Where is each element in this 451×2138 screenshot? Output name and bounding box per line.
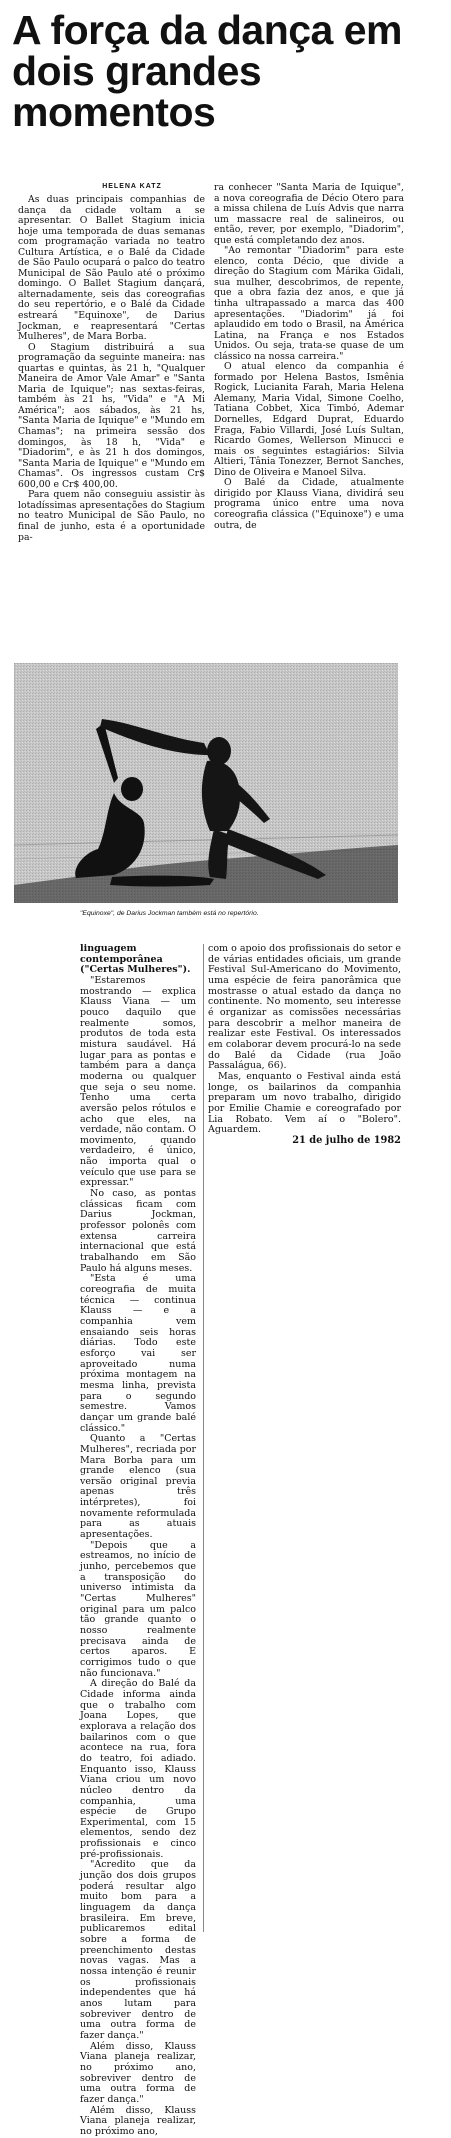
paragraph: "Estaremos mostrando — explica Klauss Viana — um pouco daquilo que realmente somos, produtos de toda esta mistura saudável. Há lugar para as pontas e também para a dança moderna ou qualquer que seja o seu nome. Tenho uma certa aversão pelos rótulos e acho que eles, na verdade, não contam. O movimento, quando verdadeiro, é único, não importa qual o veículo que use para se expressar." bbox=[80, 974, 196, 1189]
paragraph: Mas, enquanto o Festival ainda está longe, os bailarinos da companhia preparam um novo trabalho, dirigido por Emilie Chamie e coreografado por Lia Robato. Vem aí o "Bolero". Aguardem. bbox=[208, 1070, 401, 1136]
paragraph: com o apoio dos profissionais do setor e de várias entidades oficiais, um grande Festival Sul-Americano do Movimento, uma espécie de feira panorâmica que mostrasse o atual estado da dança no continente. No momento, seu interesse é organizar as comissões necessárias para descobrir a melhor maneira de realizar este Festival. Os interessados em colaborar devem procurá-lo na sede do Balé da Cidade (rua João Passalágua, 66). bbox=[208, 943, 401, 1072]
paragraph: O Stagium distribuirá a sua programação da seguinte maneira: nas quartas e quintas, às 21 h, "Qualquer Maneira de Amor Vale Amar" e "Santa Maria de Iquique"; nas sextas-feiras, também às 21 hs, "Vida" e "A Mi América"; aos sábados, às 21 hs, "Santa Maria de Iquique" e "Mundo em Chamas"; na primeira sessão dos domingos, às 18 h, "Vida" e "Diadorim", e às 21 h dos domingos, "Santa Maria de Iquique" e "Mundo em Chamas". Os ingressos custam Cr$ 600,00 e Cr$ 400,00. bbox=[18, 341, 205, 490]
column-3 bbox=[80, 944, 196, 2138]
column-divider bbox=[203, 944, 204, 1932]
paragraph: O atual elenco da companhia é formado por Helena Bastos, Ismênia Rogick, Lucianita Farah, Maria Helena Alemany, Maria Vidal, Simone Coelho, Tatiana Cobbet, Xica Timbó, Ademar Dornelles, Edgard Duprat, Eduardo Fraga, Fabio Villardi, José Luís Sultan, Ricardo Gomes, Wellerson Minucci e mais os seguintes estagiários: Silvia Altieri, Tânia Tonezzer, Bernot Sanches, Dino de Oliveira e Manoel Silva. bbox=[214, 361, 404, 478]
paragraph: Além disso, Klauss Viana planeja realizar, no próximo ano, bbox=[80, 2104, 196, 2137]
paragraph: ra conhecer "Santa Maria de Iquique", a nova coreografia de Décio Otero para a missa chilena de Luís Advis que narra um massacre real de salineiros, ou então, rever, por exemplo, "Diadorim", que está completando dez anos. bbox=[214, 182, 404, 246]
paragraph: "Esta é uma coreografia de muita técnica — continua Klauss — e a companhia vem ensaiando seis horas diárias. Todo este esforço vai ser aproveitado numa próxima montagem na mesma linha, prevista para o segundo semestre. Vamos dançar um grande balé clássico." bbox=[80, 1273, 196, 1434]
paragraph: "Depois que a estreamos, no início de junho, percebemos que a transposição do universo intimista da "Certas Mulheres" original para um palco tão grande quanto o nosso realmente precisava ainda de certos aparos. E corrigimos tudo o que não funcionava." bbox=[80, 1539, 196, 1679]
byline: HELENA KATZ bbox=[102, 183, 162, 190]
paragraph: O Balé da Cidade, atualmente dirigido por Klauss Viana, dividirá seu programa único entre uma nova coreografia clássica ("Equinoxe") e uma outra, de bbox=[214, 477, 404, 531]
paragraph: A direção do Balé da Cidade informa ainda que o trabalho com Joana Lopes, que explorava a relação dos bailarinos com o que acontece na rua, fora do teatro, foi adiado. Enquanto isso, Klauss Viana criou um novo núcleo dentro da companhia, uma espécie de Grupo Experimental, com 15 elementos, sendo dez profissionais e cinco pré-profissionais. bbox=[80, 1678, 196, 1860]
column-2 bbox=[214, 183, 404, 531]
headline: A força da dança em dois grandes momentos bbox=[12, 7, 403, 135]
paragraph: "Acredito que da junção dos dois grupos poderá resultar algo muito bom para a linguagem da dança brasileira. Em breve, publicaremos edital sobre a forma de preenchimento destas novas vagas. Mas a nossa intenção é reunir os profissionais independentes que há anos lutam para sobreviver dentro de uma outra forma de fazer dança." bbox=[80, 1859, 196, 2041]
paragraph: No caso, as pontas clássicas ficam com Darius Jockman, professor polonês com extensa carreira internacional que está trabalhando em São Paulo há alguns meses. bbox=[80, 1188, 196, 1274]
column-4 bbox=[208, 944, 401, 1146]
paragraph: As duas principais companhias de dança da cidade voltam a se apresentar. O Ballet Stagium inicia hoje uma temporada de duas semanas com programação variada no teatro Cultura Artística, e o Balé da Cidade de São Paulo ocupará o palco do teatro Municipal de São Paulo até o próximo domingo. O Ballet Stagium dançará, alternadamente, seis das coreografias do seu repertório, e o Balé da Cidade estreará "Equinoxe", de Darius Jockman, e reapresentará "Certas Mulheres", de Mara Borba. bbox=[18, 194, 205, 343]
paragraph: Para quem não conseguiu assistir às lotadíssimas apresentações do Stagium no teatro Municipal de São Paulo, no final de junho, esta é a oportunidade pa- bbox=[18, 489, 205, 543]
paragraph: linguagem contemporânea ("Certas Mulheres"). bbox=[80, 943, 191, 976]
paragraph: Quanto a "Certas Mulheres", recriada por Mara Borba para um grande elenco (sua versão original previa apenas três intérpretes), foi novamente reformulada para as atuais apresentações. bbox=[80, 1433, 196, 1541]
dance-photo bbox=[14, 663, 398, 903]
photo-caption: "Equinoxe", de Darius Jockman também está no repertório. bbox=[80, 910, 259, 917]
dancers-image bbox=[14, 663, 398, 903]
paragraph: Além disso, Klauss Viana planeja realizar, no próximo ano, sobreviver dentro de uma outra forma de fazer dança." bbox=[80, 2040, 196, 2105]
paragraph: "Ao remontar "Diadorim" para este elenco, conta Décio, que divide a direção do Stagium com Márika Gidali, sua mulher, descobrimos, de repente, que a obra fazia dez anos, e que já tinha ultrapassado a marca das 400 apresentações. "Diadorim" já foi aplaudido em todo o Brasil, na América Latina, na França e nos Estados Unidos. Ou seja, trata-se quase de um clássico na nossa carreira." bbox=[214, 245, 404, 362]
column-1 bbox=[18, 195, 205, 543]
article-date: 21 de julho de 1982 bbox=[292, 1134, 401, 1146]
